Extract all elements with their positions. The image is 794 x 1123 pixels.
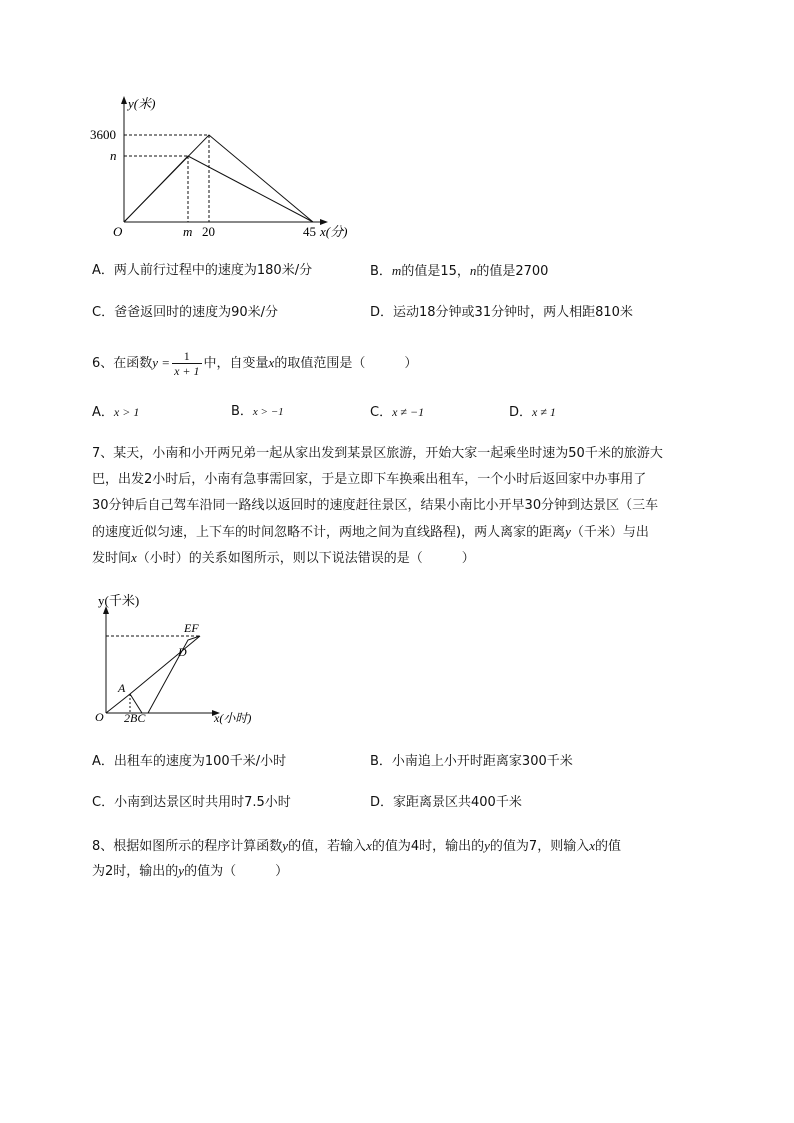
q8-line-1-y2: y bbox=[484, 838, 490, 853]
q7-line-4a: 的速度近似匀速，上下车的时间忽略不计，两地之间为直线路程)，两人离家的距离 bbox=[92, 525, 566, 540]
q6-option-b-label: B． bbox=[231, 404, 253, 419]
q8-line-1a: 8、根据如图所示的程序计算函数 bbox=[92, 839, 283, 854]
q6-y-eq: y = bbox=[152, 355, 171, 370]
q7-line-3: 30分钟后自己驾车沿同一路线以返回时的速度赶往景区，结果小南比小开早30分钟到达景区（三车 bbox=[92, 498, 659, 513]
q6-fraction-num: 1 bbox=[172, 349, 201, 364]
dad-path bbox=[124, 135, 313, 222]
q6-post1: 中，自变量 bbox=[203, 356, 269, 371]
q8-line-2-y: y bbox=[178, 863, 185, 878]
q8-line-1e: 的值 bbox=[594, 839, 621, 854]
q8-line-1b: 的值，若输入 bbox=[288, 839, 367, 854]
origin-label: O bbox=[113, 224, 123, 239]
point-ef-label: EF bbox=[184, 621, 199, 635]
y-axis-label: y(千米) bbox=[98, 593, 140, 608]
q8-line-1-x: x bbox=[366, 838, 372, 853]
q6-fraction-den: x + 1 bbox=[174, 364, 200, 378]
q7-line-5-x: x bbox=[131, 550, 137, 565]
point-d-label: D bbox=[178, 645, 187, 659]
q6-x: x bbox=[268, 355, 275, 370]
q7-line-1: 7、某天，小南和小开两兄弟一起从家出发到某景区旅游，开始大家一起乘坐时速为50千米的旅游大 bbox=[92, 446, 663, 461]
q7-line-5b: （小时）的关系如图所示，则以下说法错误的是（ ） bbox=[136, 551, 475, 566]
q8-line-2 bbox=[92, 861, 288, 882]
distance-time-graph-2 bbox=[88, 588, 288, 733]
q7-line-5 bbox=[92, 548, 475, 569]
q7-option-c: C．小南到达景区时共用时7.5小时 bbox=[92, 795, 291, 810]
q6-option-c-label: C． bbox=[370, 405, 393, 420]
q8-line-2a: 为2时，输出的 bbox=[92, 864, 179, 879]
q7-line-2: 巴，出发2小时后，小南有急事需回家，于是立即下车换乘出租车，一个小时后返回家中办事用了 bbox=[92, 472, 647, 487]
q5-option-b-n: n bbox=[469, 263, 477, 278]
q7-option-b: B．小南追上小开时距离家300千米 bbox=[370, 754, 573, 769]
q5-option-c: C．爸爸返回时的速度为90米/分 bbox=[92, 305, 278, 320]
q8-line-2b: 的值为（ ） bbox=[184, 864, 289, 879]
son-path bbox=[124, 156, 313, 222]
q8-line-1-x2: x bbox=[589, 838, 595, 853]
origin-label: O bbox=[95, 710, 104, 724]
y-tick-n: n bbox=[110, 148, 117, 163]
q6-option-d-text: x ≠ 1 bbox=[532, 405, 556, 419]
point-a-label: A bbox=[118, 681, 126, 695]
q5-option-a: A．两人前行过程中的速度为180米/分 bbox=[92, 263, 313, 278]
q6-option-d bbox=[509, 402, 556, 423]
q8-line-1c: 的值为4时，输出的 bbox=[371, 839, 485, 854]
q7-option-d: D．家距离景区共400千米 bbox=[370, 795, 522, 810]
q6-fraction bbox=[172, 349, 201, 378]
q5-option-b-mid: 的值是15， bbox=[401, 264, 470, 279]
q7-line-4b: （千米）与出 bbox=[570, 525, 649, 540]
q6-option-d-label: D． bbox=[509, 405, 533, 420]
q6-option-b bbox=[231, 402, 284, 422]
q8-line-1-y: y bbox=[282, 838, 289, 853]
q7-line-5a: 发时间 bbox=[92, 551, 132, 566]
x-axis-label: x(小时) bbox=[214, 711, 252, 725]
q6-prefix: 6、在函数 bbox=[92, 356, 153, 371]
q5-option-b-m: m bbox=[391, 263, 402, 278]
q8-line-1 bbox=[92, 836, 621, 857]
q7-line-4 bbox=[92, 522, 649, 543]
q6-option-c bbox=[370, 402, 424, 423]
distance-time-graph-1 bbox=[88, 92, 368, 242]
q7-option-a: A．出租车的速度为100千米/小时 bbox=[92, 754, 287, 769]
x-axis-label: x(分) bbox=[320, 224, 348, 239]
x-tick-20: 20 bbox=[202, 224, 215, 239]
x-tick-45: 45 bbox=[303, 224, 316, 239]
q5-option-d: D．运动18分钟或31分钟时，两人相距810米 bbox=[370, 305, 633, 320]
q6-option-a bbox=[92, 402, 139, 423]
y-axis-label: y(米) bbox=[128, 96, 156, 111]
q6-option-a-label: A． bbox=[92, 405, 114, 420]
q7-line-4-y: y bbox=[565, 524, 571, 539]
x-tick-m: m bbox=[183, 224, 193, 239]
q5-option-b-prefix: B． bbox=[370, 264, 392, 279]
q6-post2: 的取值范围是（ ） bbox=[274, 356, 418, 371]
y-tick-3600: 3600 bbox=[90, 127, 116, 142]
q6-option-a-text: x > 1 bbox=[113, 405, 140, 419]
x-tick-labels: 2BC bbox=[124, 711, 146, 725]
taxi-line bbox=[130, 636, 200, 713]
q8-line-1d: 的值为7，则输入 bbox=[489, 839, 590, 854]
q6-option-c-text: x ≠ −1 bbox=[392, 405, 425, 419]
q6-option-b-text: x > −1 bbox=[252, 406, 284, 418]
q5-option-b bbox=[370, 261, 548, 282]
q5-option-b-post: 的值是2700 bbox=[476, 264, 549, 279]
q6-stem bbox=[92, 346, 417, 381]
